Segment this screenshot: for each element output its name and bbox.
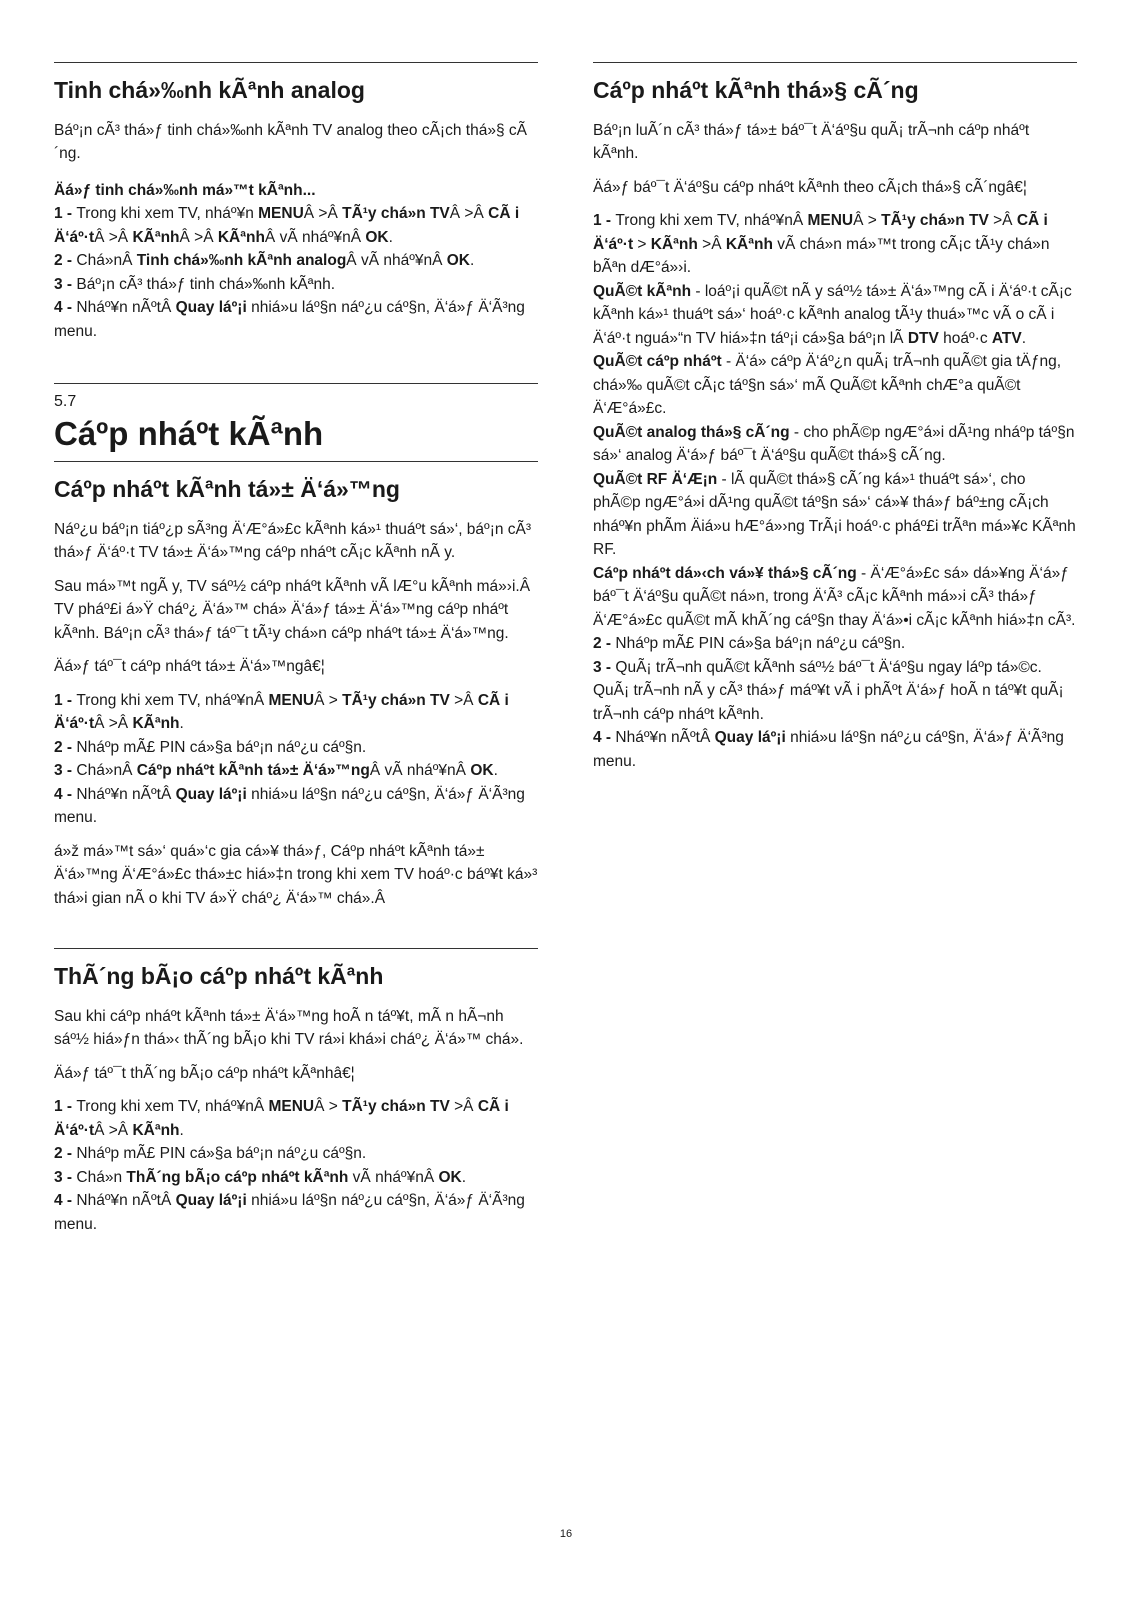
section-rule [593, 62, 1077, 63]
step-list [54, 689, 538, 830]
section-rule [54, 62, 538, 63]
step-3: 3 - Chá»n ThÃ´ng bÃ¡o cáºp nháºt kÃªnh vÃ nháº¥nÂ OK. [54, 1168, 467, 1186]
step-4: 4 - Nháº¥n nÃºtÂ Quay láº¡i nhiá»u láº§n náº¿u cáº§n, Ä‘á»ƒ Ä‘Ã³ng menu. [54, 1192, 525, 1233]
chapter-number: 5.7 [54, 393, 77, 411]
option-update-scan: QuÃ©t cáºp nháºt - Ä‘á» cáºp Ä‘áº¿n quÃ¡ trÃ¬nh quÃ©t gia tÄƒng, chá»‰ quÃ©t cÃ¡c táº§n sá»‘ mÃ QuÃ©t kÃªnh chÆ°a quÃ©t Ä‘Æ°á»£c. [593, 353, 1062, 418]
step-list [54, 1095, 538, 1236]
paragraph: Sau khi cáºp nháºt kÃªnh tá»± Ä‘á»™ng hoÃ n táº¥t, mÃ n hÃ¬nh sáº½ hiá»ƒn thá»‹ thÃ´ng bÃ¡o khi TV rá»i khá»i cháº¿ Ä‘á»™ chá». [54, 1007, 524, 1049]
section-heading-update-message: ThÃ´ng bÃ¡o cáºp nháºt kÃªnh [54, 963, 384, 990]
step-4: 4 - Nháº¥n nÃºtÂ Quay láº¡i nhiá»u láº§n náº¿u cáº§n, Ä‘á»ƒ Ä‘Ã³ng menu. [593, 729, 1064, 770]
section-heading-auto-update: Cáºp nháºt kÃªnh tá»± Ä‘á»™ng [54, 476, 400, 503]
step-4: 4 - Nháº¥n nÃºtÂ Quay láº¡i nhiá»u láº§n náº¿u cáº§n, Ä‘á»ƒ Ä‘Ã³ng menu. [54, 299, 525, 340]
paragraph: Náº¿u báº¡n tiáº¿p sÃ³ng Ä‘Æ°á»£c kÃªnh ká»¹ thuáºt sá»‘, báº¡n cÃ³ thá»ƒ Ä‘áº·t TV tá»± Ä‘á»™ng cáºp nháºt cÃ¡c kÃªnh nÃ y. [54, 520, 532, 562]
step-2: 2 - Nháºp mÃ£ PIN cá»§a báº¡n náº¿u cáº§n. [593, 635, 906, 653]
lead-text: Äá»ƒ táº¯t cáºp nháºt tá»± Ä‘á»™ngâ€¦ [54, 658, 325, 676]
chapter-title: Cáºp nháºt kÃªnh [54, 414, 324, 452]
step-2: 2 - Nháºp mÃ£ PIN cá»§a báº¡n náº¿u cáº§n. [54, 1145, 367, 1163]
option-analog-manual-scan: QuÃ©t analog thá»§ cÃ´ng - cho phÃ©p ngÆ°á»i dÃ¹ng nháºp táº§n sá»‘ analog Ä‘á»ƒ báº¯t Ä‘áº§u quÃ©t thá»§ cÃ´ng. [593, 423, 1075, 465]
lead-text: Äá»ƒ báº¯t Ä‘áº§u cáºp nháºt kÃªnh theo cÃ¡ch thá»§ cÃ´ngâ€¦ [593, 178, 1027, 196]
step-3: 3 - Báº¡n cÃ³ thá»ƒ tinh chá»‰nh kÃªnh. [54, 275, 336, 293]
section-rule [54, 948, 538, 949]
lead-text: Äá»ƒ tinh chá»‰nh má»™t kÃªnh... [54, 181, 316, 199]
step-2: 2 - Chá»nÂ Tinh chá»‰nh kÃªnh analogÂ vÃ nháº¥nÂ OK. [54, 252, 475, 270]
step-3: 3 - QuÃ¡ trÃ¬nh quÃ©t kÃªnh sáº½ báº¯t Ä‘áº§u ngay láºp tá»©c. QuÃ¡ trÃ¬nh nÃ y cÃ³ thá»ƒ máº¥t vÃ i phÃºt Ä‘á»ƒ hoÃ n táº¥t quÃ¡ trÃ¬nh cáºp nháºt kÃªnh. [593, 658, 1064, 723]
option-manual-service-update: Cáºp nháºt dá»‹ch vá»¥ thá»§ cÃ´ng - Ä‘Æ°á»£c sá» dá»¥ng Ä‘á»ƒ báº¯t Ä‘áº§u quÃ©t ná»n, trong Ä‘Ã³ cÃ¡c kÃªnh má»›i cÃ³ thá»ƒ Ä‘Æ°á»£c quÃ©t mÃ khÃ´ng cáº§n thay Ä‘á»•i cÃ¡c kÃªnh hiá»‡n cÃ³. [593, 564, 1076, 629]
step-1: 1 - Trong khi xem TV, nháº¥n MENUÂ >Â TÃ¹y chá»n TVÂ >Â CÃ i Ä‘áº·tÂ >Â KÃªnhÂ >Â KÃªnhÂ vÃ nháº¥nÂ OK. [54, 205, 520, 246]
paragraph: Báº¡n cÃ³ thá»ƒ tinh chá»‰nh kÃªnh TV analog theo cÃ¡ch thá»§ cÃ´ng. [54, 121, 527, 163]
paragraph: á»ž má»™t sá»‘ quá»‘c gia cá»¥ thá»ƒ, Cáºp nháºt kÃªnh tá»± Ä‘á»™ng Ä‘Æ°á»£c thá»±c hiá»‡n trong khi xem TV hoáº·c báº¥t ká»³ thá»i gian nÃ o khi TV á»Ÿ cháº¿ Ä‘á»™ chá».Â [54, 842, 538, 907]
option-scan-channels: QuÃ©t kÃªnh - loáº¡i quÃ©t nÃ y sáº½ tá»± Ä‘á»™ng cÃ i Ä‘áº·t cÃ¡c kÃªnh ká»¹ thuáºt sá»‘ hoáº·c kÃªnh analog tÃ¹y thuá»™c vÃ o cÃ i Ä‘áº·t nguá»“n TV hiá»‡n táº¡i cá»§a báº¡n lÃ DTV hoáº·c ATV. [593, 282, 1072, 347]
section-heading-manual-update: Cáºp nháºt kÃªnh thá»§ cÃ´ng [593, 77, 919, 103]
lead-text: Äá»ƒ táº¯t thÃ´ng bÃ¡o cáºp nháºt kÃªnhâ€¦ [54, 1064, 355, 1082]
step-1: 1 - Trong khi xem TV, nháº¥nÂ MENUÂ > TÃ¹y chá»n TV >Â CÃ i Ä‘áº·t > KÃªnh >Â KÃªnh vÃ chá»n má»™t trong cÃ¡c tÃ¹y chá»n bÃªn dÆ°á»›i. [593, 212, 1050, 277]
step-2: 2 - Nháºp mÃ£ PIN cá»§a báº¡n náº¿u cáº§n. [54, 738, 367, 756]
option-single-rf-scan: QuÃ©t RF Ä‘Æ¡n - lÃ quÃ©t thá»§ cÃ´ng ká»¹ thuáºt sá»‘, cho phÃ©p ngÆ°á»i dÃ¹ng quÃ©t táº§n sá»‘ cá»¥ thá»ƒ báº±ng cÃ¡ch nháº¥n phÃm Äiá»u hÆ°á»›ng TrÃ¡i hoáº·c pháº£i trÃªn má»¥c KÃªnh RF. [593, 470, 1076, 559]
step-list [54, 179, 538, 344]
step-4: 4 - Nháº¥n nÃºtÂ Quay láº¡i nhiá»u láº§n náº¿u cáº§n, Ä‘á»ƒ Ä‘Ã³ng menu. [54, 785, 525, 827]
section-rule [54, 461, 538, 462]
chapter-rule [54, 383, 538, 384]
paragraph: Sau má»™t ngÃ y, TV sáº½ cáºp nháºt kÃªnh vÃ lÆ°u kÃªnh má»›i.Â TV pháº£i á»Ÿ cháº¿ Ä‘á»™ chá» Ä‘á»ƒ tá»± Ä‘á»™ng cáºp nháºt kÃªnh. Báº¡n cÃ³ thá»ƒ táº¯t tÃ¹y chá»n cáºp nháºt tá»± Ä‘á»™ng. [54, 577, 531, 642]
step-1: 1 - Trong khi xem TV, nháº¥nÂ MENUÂ > TÃ¹y chá»n TV >Â CÃ i Ä‘áº·tÂ >Â KÃªnh. [54, 1098, 509, 1139]
step-list [593, 209, 1077, 773]
left-column [54, 0, 538, 1236]
right-column [593, 0, 1077, 773]
step-1: 1 - Trong khi xem TV, nháº¥nÂ MENUÂ > TÃ¹y chá»n TV >Â CÃ i Ä‘áº·tÂ >Â KÃªnh. [54, 691, 509, 733]
section-heading-analog-finetune: Tinh chá»‰nh kÃªnh analog [54, 77, 365, 103]
paragraph: Báº¡n luÃ´n cÃ³ thá»ƒ tá»± báº¯t Ä‘áº§u quÃ¡ trÃ¬nh cáºp nháºt kÃªnh. [593, 121, 1030, 163]
page-number: 16 [559, 1528, 573, 1540]
step-3: 3 - Chá»nÂ Cáºp nháºt kÃªnh tá»± Ä‘á»™ngÂ vÃ nháº¥nÂ OK. [54, 762, 498, 780]
